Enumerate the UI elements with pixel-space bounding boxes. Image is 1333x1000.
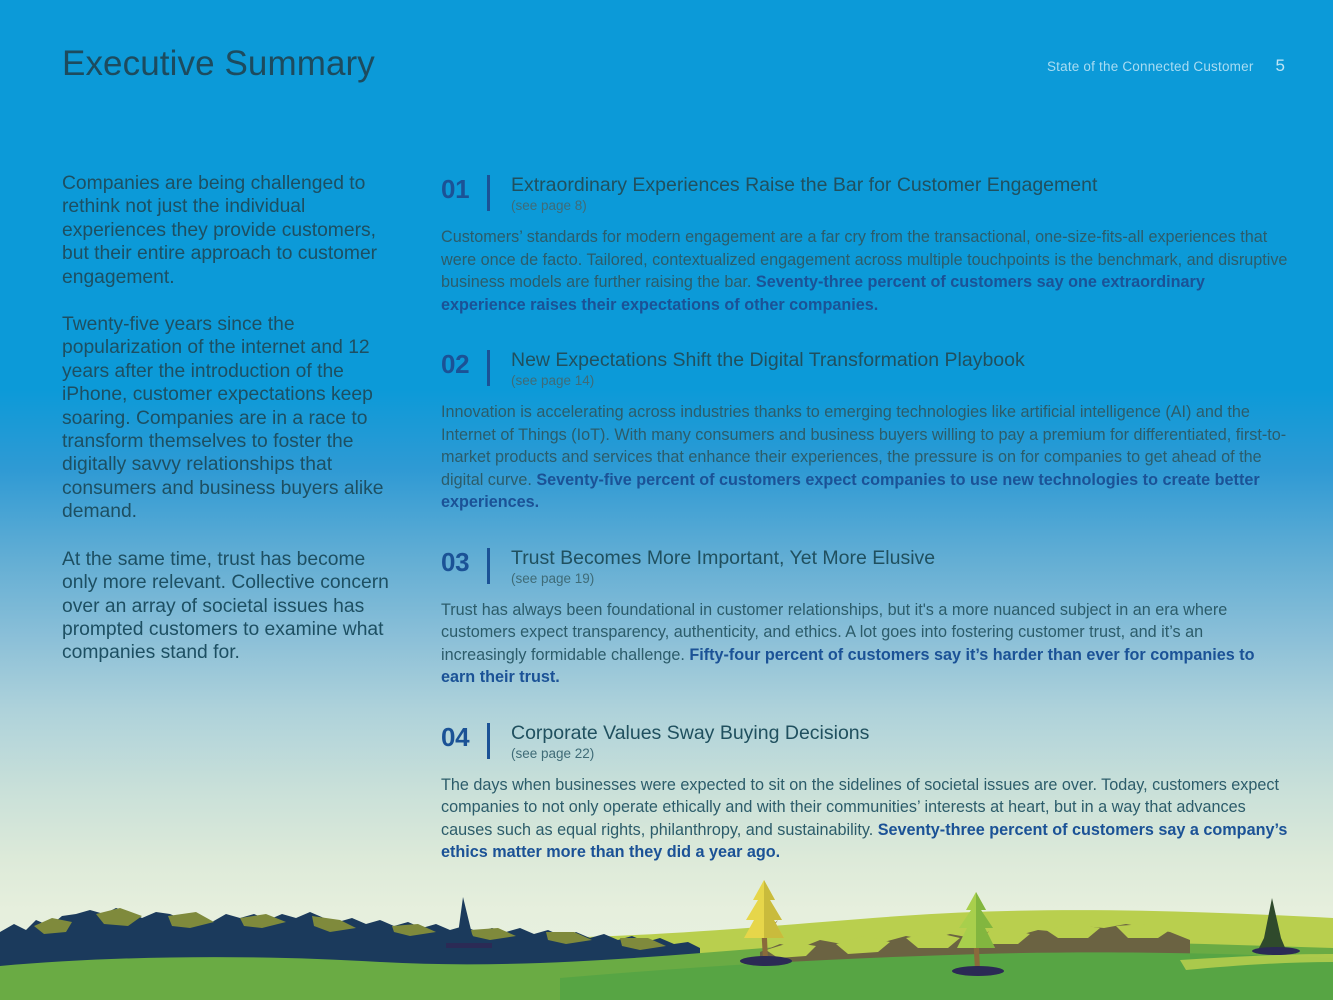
finding-title: Trust Becomes More Important, Yet More Elusive	[511, 546, 936, 569]
finding-header	[441, 722, 1293, 762]
finding-title: Corporate Values Sway Buying Decisions	[511, 721, 870, 744]
finding-body-text: The days when businesses were expected to sit on the sidelines of societal issues are over. Today, customers expect companies to not only operate ethically and with their communities’ interests at heart, but in a way that advances causes such as equal rights, philanthropy, and sustainability.	[441, 775, 1280, 839]
finding-page-reference[interactable]: (see page 19)	[511, 570, 595, 586]
intro-column	[62, 172, 397, 665]
finding-divider-bar	[487, 350, 490, 386]
finding-header	[441, 349, 1293, 389]
document-name: State of the Connected Customer	[1046, 59, 1254, 74]
finding-body	[441, 226, 1293, 316]
page-number: 5	[1275, 56, 1285, 75]
finding-header	[441, 547, 1293, 587]
finding-number: 04	[441, 721, 470, 752]
finding-statistic: Fifty-four percent of customers say it’s harder than ever for companies to earn their trust.	[441, 645, 1255, 686]
finding-body-text: Innovation is accelerating across industries thanks to emerging technologies like artificial intelligence (AI) and the Internet of Things (IoT). With many consumers and business buyers willing to pay a premium for differentiated, first-to-market products and services that enhance their experiences, the pressure is on for companies to get ahead of the digital curve.	[441, 403, 1287, 489]
finding-number: 03	[441, 546, 470, 577]
finding-number: 01	[441, 174, 470, 204]
finding-heading-group	[511, 174, 1293, 214]
finding-statistic: Seventy-five percent of customers expect companies to use new technologies to create better experiences.	[441, 470, 1260, 511]
finding-title: Extraordinary Experiences Raise the Bar for Customer Engagement	[511, 174, 1098, 196]
finding-item	[441, 174, 1293, 316]
page-title: Executive Summary	[62, 44, 375, 83]
finding-heading-group	[511, 722, 1293, 762]
landscape-illustration	[0, 870, 1333, 1000]
header-meta	[1047, 56, 1285, 76]
finding-number: 02	[441, 349, 470, 379]
finding-item	[441, 722, 1293, 864]
finding-body-text: Trust has always been foundational in customer relationships, but it's a more nuanced subject in an era where customers expect transparency, authenticity, and ethics. A lot goes into fostering customer trust, and it’s an increasingly formidable challenge.	[441, 600, 1228, 664]
intro-paragraph: At the same time, trust has become only more relevant. Collective concern over an array of societal issues has prompted customers to examine what companies stand for.	[62, 548, 389, 664]
intro-paragraph: Twenty-five years since the popularization of the internet and 12 years after the introduction of the iPhone, customer expectations keep soaring. Companies are in a race to transform themselves to foster the digitally savvy relationships that consumers and business buyers alike demand.	[62, 314, 384, 523]
finding-item	[441, 349, 1293, 514]
findings-column	[441, 174, 1293, 864]
finding-title: New Expectations Shift the Digital Transformation Playbook	[511, 349, 1025, 371]
finding-statistic: Seventy-three percent of customers say a company’s ethics matter more than they did a year ago.	[441, 820, 1288, 861]
finding-statistic: Seventy-three percent of customers say one extraordinary experience raises their expectations of other companies.	[441, 273, 1205, 314]
finding-header	[441, 174, 1293, 214]
finding-heading-group	[511, 547, 1293, 587]
finding-heading-group	[511, 349, 1293, 389]
finding-divider-bar	[487, 175, 490, 211]
finding-item	[441, 547, 1293, 689]
finding-body	[441, 774, 1293, 864]
finding-page-reference[interactable]: (see page 14)	[511, 373, 595, 388]
finding-body-text: Customers’ standards for modern engagement are a far cry from the transactional, one-size-fits-all experiences that were once de facto. Tailored, contextualized engagement across multiple touchpoints is the benchmark, and disruptive business models are further raising the bar.	[441, 228, 1288, 291]
intro-paragraph: Companies are being challenged to rethink not just the individual experiences they provide customers, but their entire approach to customer engagement.	[62, 173, 378, 288]
finding-body	[441, 599, 1293, 689]
finding-page-reference[interactable]: (see page 22)	[511, 745, 595, 761]
finding-body	[441, 401, 1293, 514]
finding-divider-bar	[487, 723, 490, 759]
finding-page-reference[interactable]: (see page 8)	[511, 198, 587, 213]
finding-divider-bar	[487, 548, 490, 584]
